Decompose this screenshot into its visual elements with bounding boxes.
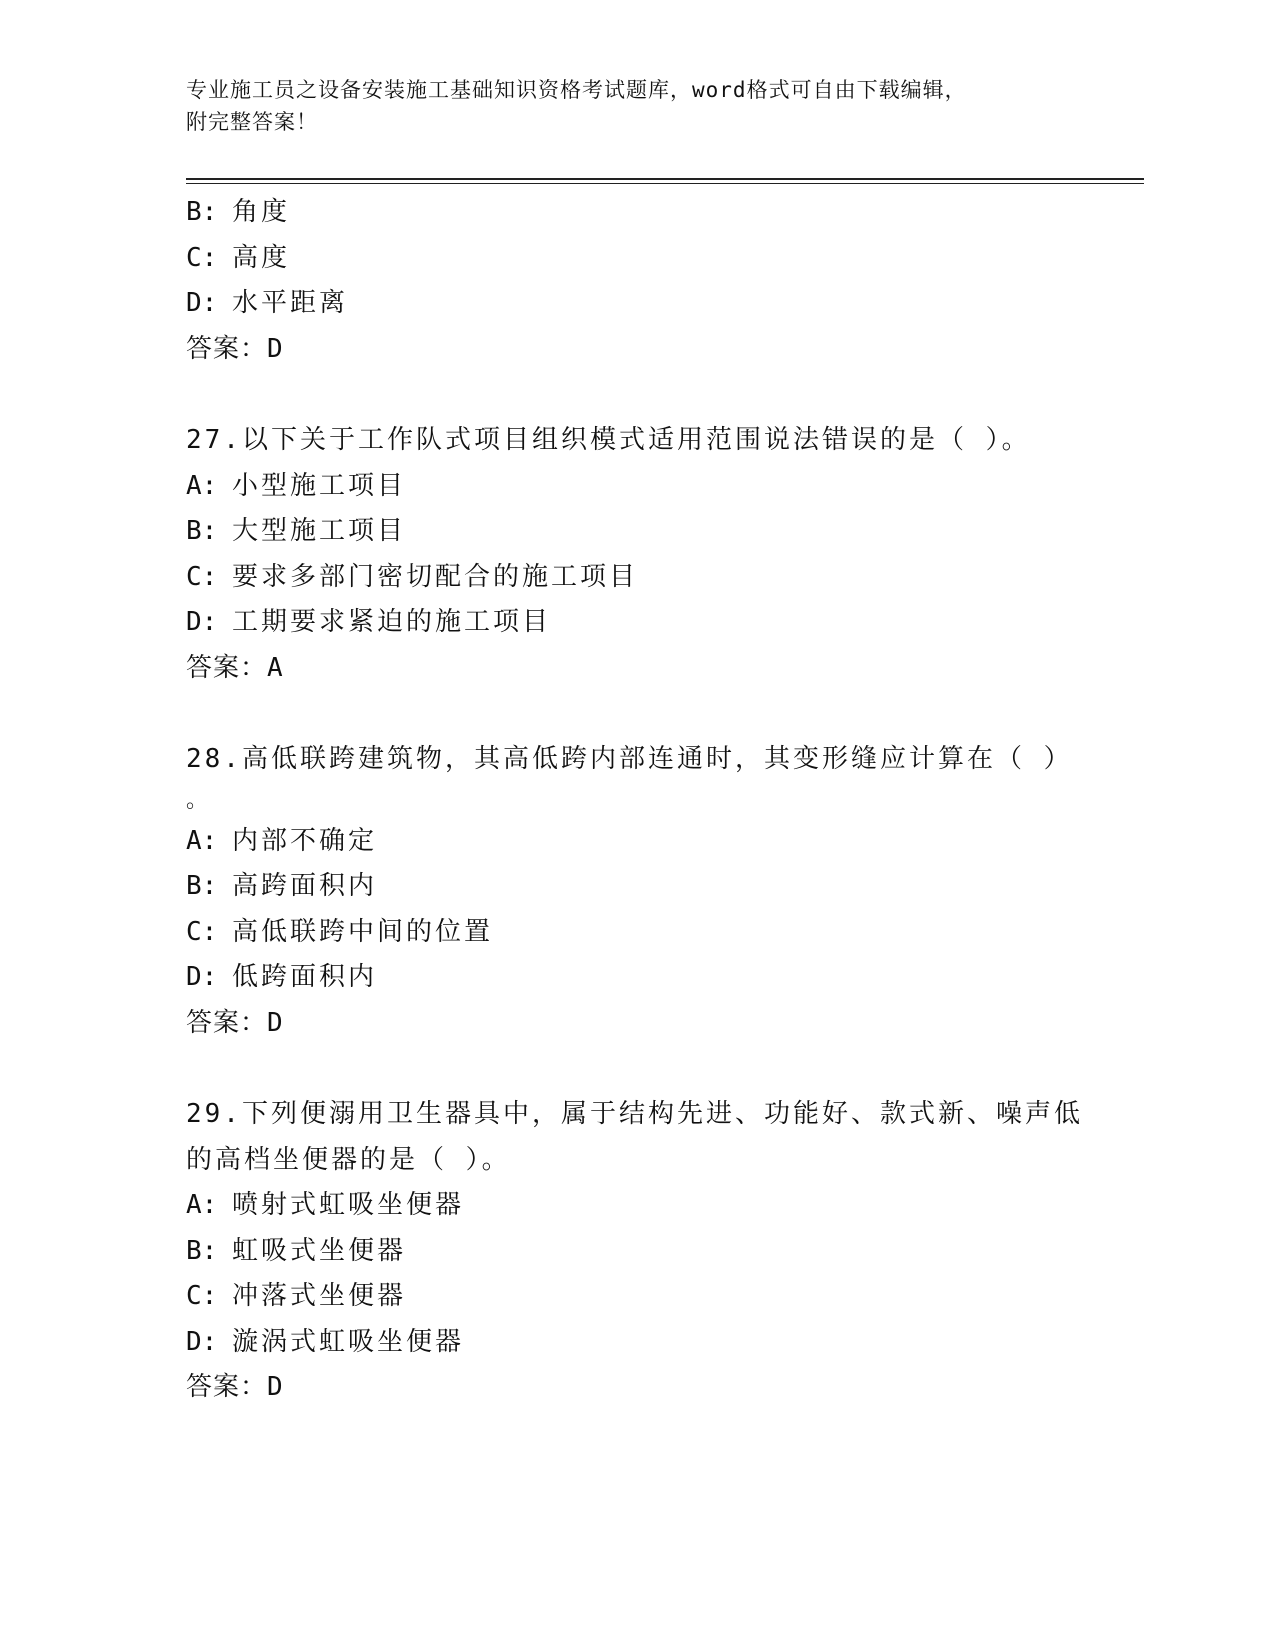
option-key: D: <box>186 288 218 318</box>
option-text: 要求多部门密切配合的施工项目 <box>232 561 639 592</box>
option-key: B: <box>186 197 218 227</box>
option-text: 高度 <box>232 242 291 273</box>
answer-value: D <box>267 333 284 364</box>
question-text: 28.高低联跨建筑物，其高低跨内部连通时，其变形缝应计算在（ ） <box>186 744 1073 774</box>
option-text: 小型施工项目 <box>232 470 407 501</box>
option-key: D: <box>186 962 218 992</box>
option-key: B: <box>186 1235 218 1266</box>
answer-label: 答案： <box>186 652 268 683</box>
option-key: B: <box>186 516 218 546</box>
option-text: 虹吸式坐便器 <box>232 1235 407 1266</box>
option-text: 漩涡式虹吸坐便器 <box>232 1326 465 1357</box>
option-text: 高跨面积内 <box>232 871 378 901</box>
option-key: C: <box>186 1281 218 1311</box>
question-text-continued: 的高档坐便器的是（ ）。 <box>186 1144 511 1175</box>
option-a <box>186 1183 1086 1229</box>
option-d <box>186 1320 1086 1366</box>
answer-label: 答案： <box>186 1372 268 1402</box>
option-key: A: <box>186 825 218 856</box>
question-text: 29.下列便溺用卫生器具中，属于结构先进、功能好、款式新、噪声低 <box>186 1099 1083 1129</box>
answer <box>186 1365 1086 1411</box>
option-b <box>186 190 1086 236</box>
option-key: A: <box>186 470 218 501</box>
question-text-continued: 。 <box>186 787 209 813</box>
option-c <box>186 555 1086 601</box>
option-b <box>186 1229 1086 1275</box>
question-content <box>186 190 1086 1411</box>
answer-label: 答案： <box>186 1007 268 1038</box>
question-27 <box>186 418 1086 691</box>
answer-value: D <box>267 1007 284 1038</box>
option-text: 工期要求紧迫的施工项目 <box>232 607 552 637</box>
option-text: 低跨面积内 <box>232 962 378 992</box>
option-key: C: <box>186 561 218 592</box>
option-a <box>186 464 1086 510</box>
option-text: 内部不确定 <box>232 825 378 856</box>
header-line-1: 专业施工员之设备安装施工基础知识资格考试题库，word格式可自由下载编辑， <box>186 78 967 102</box>
document-header <box>186 74 1086 138</box>
option-key: C: <box>186 242 218 273</box>
header-line-2: 附完整答案！ <box>186 110 318 134</box>
answer-value: A <box>267 652 284 683</box>
option-b <box>186 509 1086 555</box>
option-text: 角度 <box>232 197 291 227</box>
question-26 <box>186 190 1086 372</box>
option-key: B: <box>186 871 218 901</box>
option-key: D: <box>186 607 218 637</box>
option-a <box>186 819 1086 865</box>
question-text: 27.以下关于工作队式项目组织模式适用范围说法错误的是（ ）。 <box>186 425 1031 455</box>
option-text: 冲落式坐便器 <box>232 1281 407 1311</box>
header-divider-thin <box>186 183 1144 184</box>
option-d <box>186 955 1086 1001</box>
option-b <box>186 864 1086 910</box>
answer <box>186 1001 1086 1047</box>
option-key: A: <box>186 1190 218 1220</box>
option-text: 喷射式虹吸坐便器 <box>232 1190 465 1220</box>
question-29 <box>186 1092 1086 1411</box>
option-key: C: <box>186 916 218 947</box>
answer-value: D <box>267 1372 284 1402</box>
option-c <box>186 1274 1086 1320</box>
answer-label: 答案： <box>186 333 268 364</box>
option-c <box>186 910 1086 956</box>
option-text: 大型施工项目 <box>232 516 407 546</box>
option-c <box>186 236 1086 282</box>
question-28 <box>186 737 1086 1046</box>
header-divider-thick <box>186 178 1144 180</box>
option-key: D: <box>186 1326 218 1357</box>
option-text: 水平距离 <box>232 288 349 318</box>
option-d <box>186 600 1086 646</box>
option-text: 高低联跨中间的位置 <box>232 916 494 947</box>
answer <box>186 327 1086 373</box>
option-d <box>186 281 1086 327</box>
answer <box>186 646 1086 692</box>
